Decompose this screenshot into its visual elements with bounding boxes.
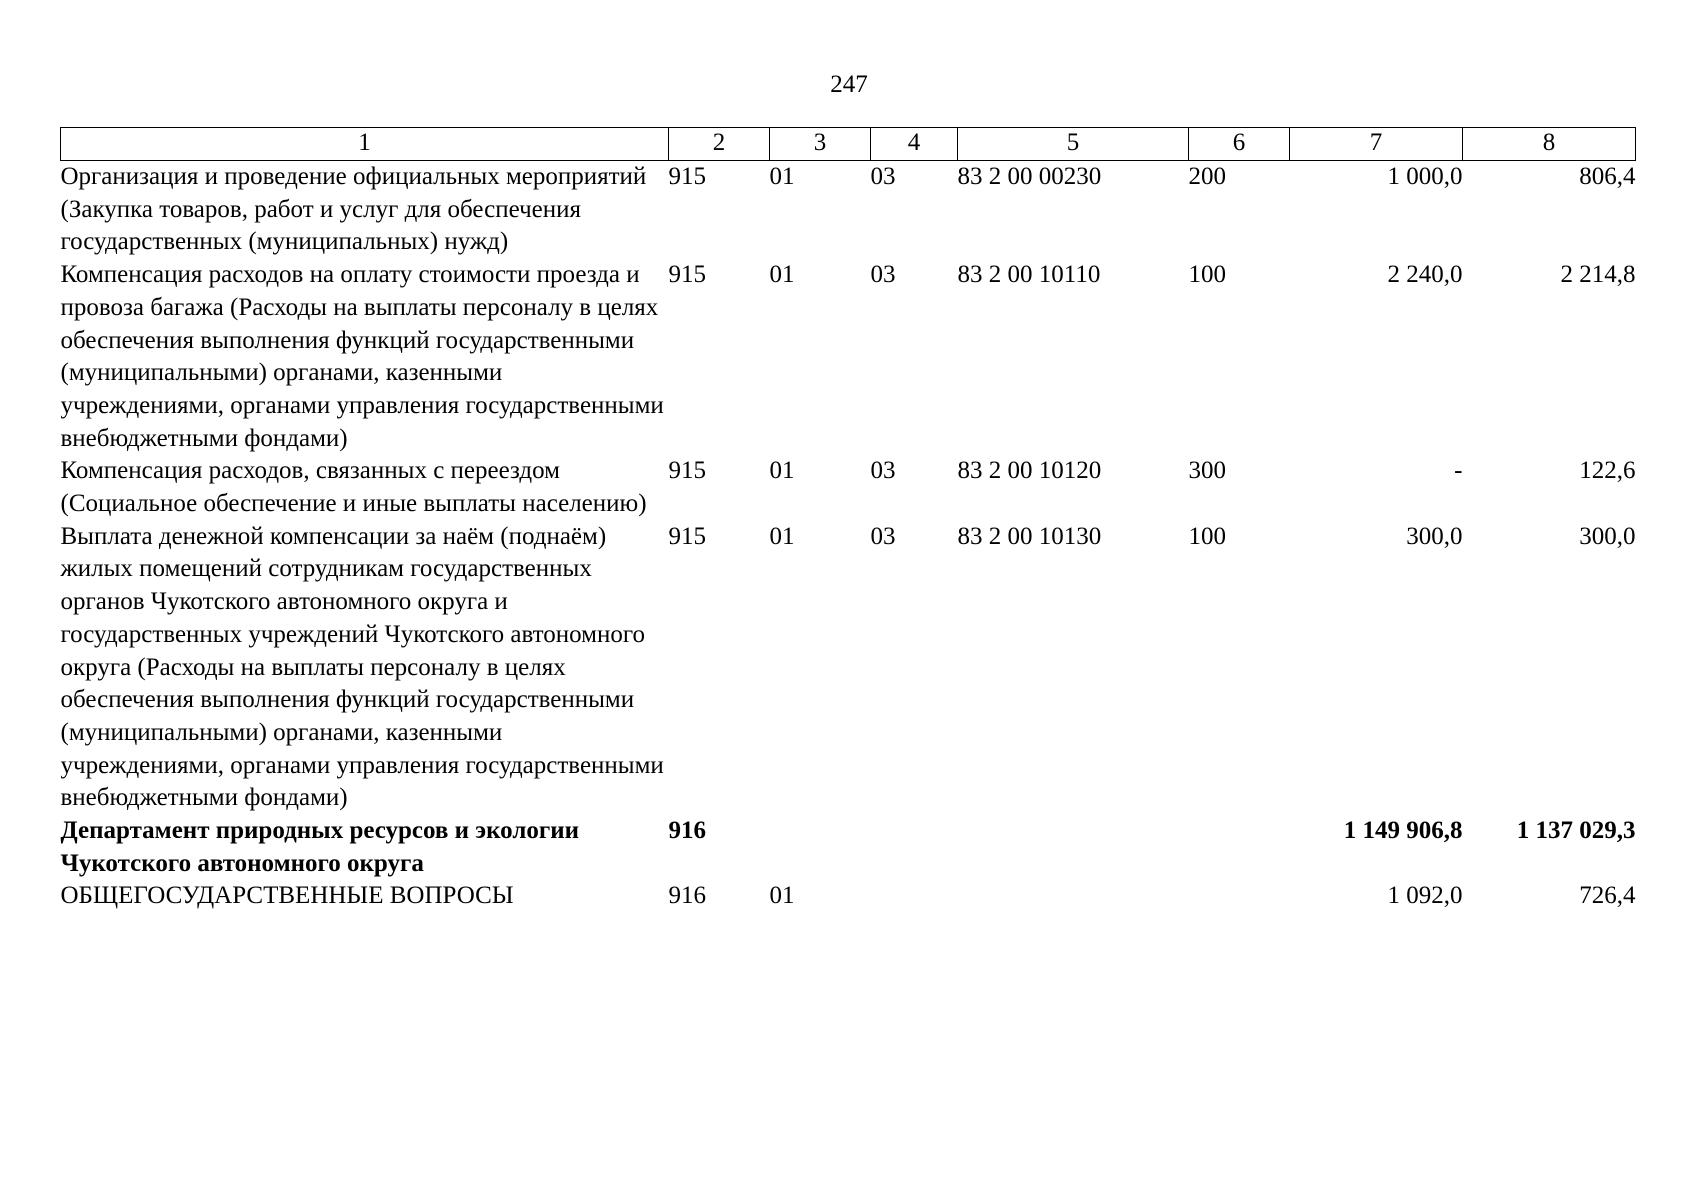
row-planned-amount: 1 149 906,8 (1343, 817, 1463, 845)
row-section: 01 (769, 163, 795, 190)
row-expense-type: 100 (1188, 261, 1226, 289)
row-name: ОБЩЕГОСУДАРСТВЕННЫЕ ВОПРОСЫ (60, 882, 514, 910)
row-executed-amount: 2 214,8 (1560, 261, 1636, 289)
row-expense-type (1189, 880, 1290, 913)
budget-table (60, 127, 1636, 913)
row-name: Выплата денежной компенсации за наём (поднаём) жилых помещений сотрудникам государственных органов Чукотского автономного округа и государственных учреждений Чукотского автономного округа (Расходы на выплаты персоналу в целях обеспечения выполнения функций государственными (муниципальными) органами, казенными учреждениями, органами управления государственными внебюджетными фондами) (60, 522, 664, 812)
column-header-2: 2 (669, 128, 770, 161)
table-header (61, 128, 1636, 161)
row-subsection (871, 880, 958, 913)
column-header-5: 5 (958, 128, 1189, 161)
table-row (61, 259, 1636, 455)
table-row (61, 455, 1636, 520)
row-target-article: 83 2 00 10130 (957, 522, 1102, 550)
row-target-article (958, 815, 1189, 880)
row-executed-amount: 300,0 (1579, 522, 1636, 550)
row-planned-amount: - (1454, 457, 1463, 485)
row-planned-amount: 1 092,0 (1387, 882, 1463, 910)
row-planned-amount: 2 240,0 (1387, 261, 1463, 289)
row-admin-code: 915 (668, 261, 706, 289)
table-row (61, 161, 1636, 260)
column-header-1: 1 (61, 128, 669, 161)
column-header-3: 3 (770, 128, 871, 161)
row-subsection: 03 (870, 163, 896, 190)
row-expense-type (1189, 815, 1290, 880)
row-executed-amount: 1 137 029,3 (1516, 817, 1636, 845)
row-executed-amount: 726,4 (1579, 882, 1636, 910)
header-row (61, 128, 1636, 161)
column-header-7: 7 (1290, 128, 1463, 161)
page-number: 247 (830, 71, 868, 98)
row-subsection (871, 815, 958, 880)
row-executed-amount: 122,6 (1579, 457, 1636, 485)
row-admin-code: 915 (668, 163, 706, 190)
row-executed-amount: 806,4 (1579, 163, 1636, 190)
row-subsection: 03 (870, 261, 896, 289)
table-body (61, 161, 1636, 914)
row-admin-code: 916 (668, 882, 706, 910)
row-target-article: 83 2 00 00230 (957, 163, 1102, 190)
row-name: Департамент природных ресурсов и экологии Чукотского автономного округа (60, 817, 580, 877)
row-admin-code: 915 (668, 457, 706, 485)
row-expense-type: 200 (1188, 163, 1226, 190)
row-expense-type: 300 (1188, 457, 1226, 485)
row-section: 01 (769, 457, 795, 485)
row-target-article (958, 880, 1189, 913)
row-target-article: 83 2 00 10110 (957, 261, 1101, 289)
row-name: Компенсация расходов, связанных с переездом (Социальное обеспечение и иные выплаты населению) (60, 457, 647, 518)
column-header-8: 8 (1463, 128, 1636, 161)
row-section: 01 (769, 522, 795, 550)
row-name: Организация и проведение официальных мероприятий (Закупка товаров, работ и услуг для обеспечения государственных (муниципальных) нужд) (60, 163, 647, 256)
table-row (61, 521, 1636, 815)
row-planned-amount: 300,0 (1406, 522, 1463, 550)
row-admin-code: 916 (668, 817, 706, 845)
row-section (770, 815, 871, 880)
row-admin-code: 915 (668, 522, 706, 550)
row-subsection: 03 (870, 457, 896, 485)
row-subsection: 03 (870, 522, 896, 550)
row-expense-type: 100 (1188, 522, 1226, 550)
column-header-6: 6 (1189, 128, 1290, 161)
column-header-4: 4 (871, 128, 958, 161)
table-row (61, 815, 1636, 880)
row-planned-amount: 1 000,0 (1387, 163, 1463, 190)
row-name: Компенсация расходов на оплату стоимости проезда и провоза багажа (Расходы на выплаты персоналу в целях обеспечения выполнения функций государственными (муниципальными) органами, казенными учреждениями, органами управления государственными внебюджетными фондами) (60, 261, 664, 452)
row-section: 01 (769, 261, 795, 289)
table-row (61, 880, 1636, 913)
row-section: 01 (769, 882, 795, 910)
row-target-article: 83 2 00 10120 (957, 457, 1102, 485)
